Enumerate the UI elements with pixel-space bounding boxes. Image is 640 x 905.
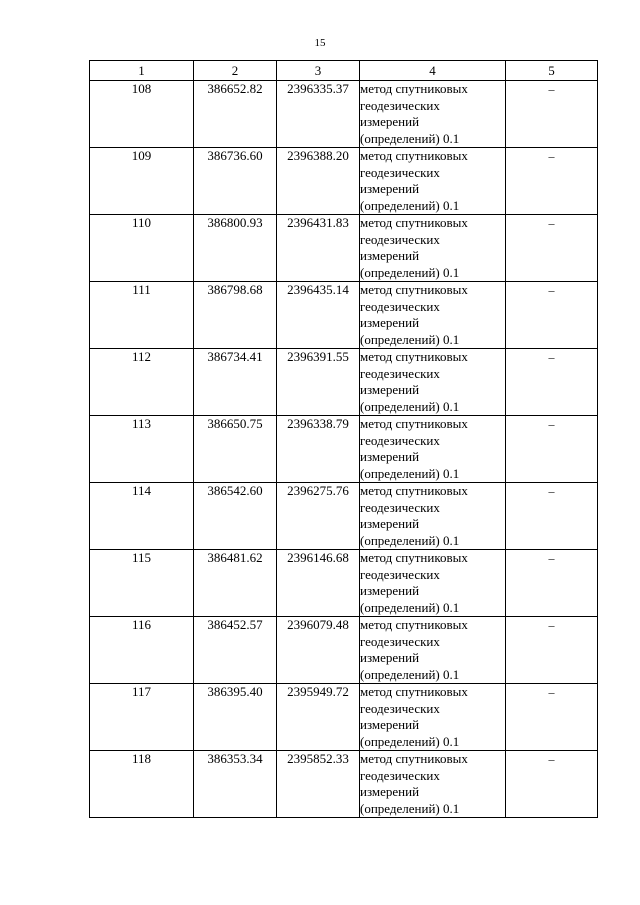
y-coordinate-cell: 2396338.79 [277,416,360,483]
method-line: (определений) 0.1 [360,532,460,548]
x-coordinate-cell: 386798.68 [194,282,277,349]
note-cell: – [506,751,598,818]
point-number-cell: 110 [90,215,194,282]
table-row [90,148,598,215]
method-line: (определений) 0.1 [360,666,460,682]
method-line: метод спутниковых [360,349,468,364]
x-coordinate-cell: 386650.75 [194,416,277,483]
method-line: метод спутниковых [360,483,468,498]
table-row [90,349,598,416]
x-coordinate-cell: 386734.41 [194,349,277,416]
method-cell [360,148,506,215]
method-cell [360,550,506,617]
y-coordinate-cell: 2396431.83 [277,215,360,282]
method-line: геодезических [360,499,440,515]
x-coordinate-cell: 386481.62 [194,550,277,617]
method-line: геодезических [360,97,440,113]
table-row [90,617,598,684]
method-cell [360,751,506,818]
method-cell [360,416,506,483]
y-coordinate-cell: 2396435.14 [277,282,360,349]
method-line: измерений [360,717,420,732]
y-coordinate-cell: 2396275.76 [277,483,360,550]
coordinates-table [89,60,598,818]
y-coordinate-cell: 2396079.48 [277,617,360,684]
method-line: измерений [360,382,420,397]
method-line: геодезических [360,164,440,180]
method-line: измерений [360,583,420,598]
table-body [90,81,598,818]
y-coordinate-cell: 2396146.68 [277,550,360,617]
method-line: метод спутниковых [360,148,468,163]
point-number-cell: 115 [90,550,194,617]
note-cell: – [506,349,598,416]
column-header: 3 [277,61,360,81]
method-line: измерений [360,248,420,263]
y-coordinate-cell: 2395852.33 [277,751,360,818]
method-line: измерений [360,650,420,665]
method-line: метод спутниковых [360,416,468,431]
x-coordinate-cell: 386736.60 [194,148,277,215]
table-row [90,684,598,751]
y-coordinate-cell: 2395949.72 [277,684,360,751]
column-header: 2 [194,61,277,81]
method-line: метод спутниковых [360,215,468,230]
method-line: (определений) 0.1 [360,465,460,481]
column-header: 5 [506,61,598,81]
method-cell [360,282,506,349]
method-line: геодезических [360,700,440,716]
point-number-cell: 118 [90,751,194,818]
x-coordinate-cell: 386652.82 [194,81,277,148]
method-cell [360,215,506,282]
method-line: измерений [360,516,420,531]
table-row [90,751,598,818]
method-line: геодезических [360,231,440,247]
x-coordinate-cell: 386452.57 [194,617,277,684]
y-coordinate-cell: 2396335.37 [277,81,360,148]
point-number-cell: 116 [90,617,194,684]
note-cell: – [506,215,598,282]
x-coordinate-cell: 386800.93 [194,215,277,282]
note-cell: – [506,282,598,349]
method-line: измерений [360,181,420,196]
x-coordinate-cell: 386542.60 [194,483,277,550]
method-cell [360,617,506,684]
point-number-cell: 112 [90,349,194,416]
table-row [90,483,598,550]
table-header-row [90,61,598,81]
method-line: измерений [360,784,420,799]
method-cell [360,684,506,751]
method-line: геодезических [360,633,440,649]
method-line: метод спутниковых [360,550,468,565]
method-line: измерений [360,114,420,129]
method-line: измерений [360,449,420,464]
method-line: метод спутниковых [360,81,468,96]
method-cell [360,483,506,550]
column-header: 4 [360,61,506,81]
column-header: 1 [90,61,194,81]
note-cell: – [506,81,598,148]
y-coordinate-cell: 2396388.20 [277,148,360,215]
table-row [90,215,598,282]
page-number: 15 [314,37,326,49]
table-row [90,416,598,483]
note-cell: – [506,148,598,215]
method-line: измерений [360,315,420,330]
method-line: (определений) 0.1 [360,599,460,615]
method-line: метод спутниковых [360,684,468,699]
method-line: метод спутниковых [360,617,468,632]
method-line: геодезических [360,566,440,582]
note-cell: – [506,483,598,550]
method-line: геодезических [360,298,440,314]
method-line: (определений) 0.1 [360,197,460,213]
point-number-cell: 111 [90,282,194,349]
table-row [90,81,598,148]
table-row [90,282,598,349]
point-number-cell: 109 [90,148,194,215]
x-coordinate-cell: 386395.40 [194,684,277,751]
method-line: геодезических [360,432,440,448]
method-line: (определений) 0.1 [360,264,460,280]
method-line: (определений) 0.1 [360,130,460,146]
method-line: (определений) 0.1 [360,331,460,347]
note-cell: – [506,617,598,684]
method-line: (определений) 0.1 [360,398,460,414]
x-coordinate-cell: 386353.34 [194,751,277,818]
note-cell: – [506,550,598,617]
y-coordinate-cell: 2396391.55 [277,349,360,416]
point-number-cell: 114 [90,483,194,550]
method-line: геодезических [360,365,440,381]
method-line: метод спутниковых [360,751,468,766]
method-line: геодезических [360,767,440,783]
method-line: (определений) 0.1 [360,733,460,749]
point-number-cell: 117 [90,684,194,751]
note-cell: – [506,416,598,483]
method-line: (определений) 0.1 [360,800,460,816]
method-cell [360,349,506,416]
note-cell: – [506,684,598,751]
point-number-cell: 108 [90,81,194,148]
method-line: метод спутниковых [360,282,468,297]
table-row [90,550,598,617]
method-cell [360,81,506,148]
point-number-cell: 113 [90,416,194,483]
